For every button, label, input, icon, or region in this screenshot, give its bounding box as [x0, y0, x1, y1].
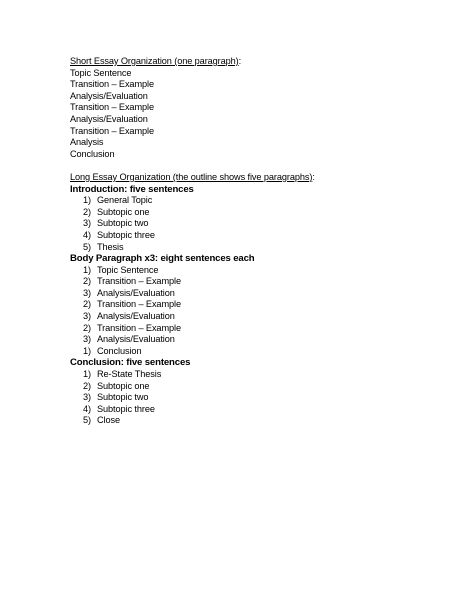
- list-number: 2): [83, 322, 91, 333]
- list-text: Topic Sentence: [97, 264, 159, 275]
- list-number: 1): [83, 195, 91, 206]
- list-item: [70, 265, 450, 277]
- short-essay-line: Analysis: [70, 137, 104, 148]
- list-number: 2): [83, 299, 91, 310]
- list-item: [70, 230, 450, 242]
- list-item: [70, 195, 450, 207]
- list-item: [70, 276, 450, 288]
- list-text: General Topic: [97, 195, 153, 206]
- list-number: 1): [83, 345, 91, 356]
- list-number: 2): [83, 206, 91, 217]
- body-list: [70, 265, 450, 358]
- long-essay-heading: [70, 172, 450, 184]
- list-number: 3): [83, 218, 91, 229]
- list-item: [70, 207, 450, 219]
- list-number: 5): [83, 241, 91, 252]
- list-item: [70, 392, 450, 404]
- short-essay-line: Topic Sentence: [70, 67, 132, 78]
- conclusion-list: [70, 369, 450, 427]
- list-number: 3): [83, 334, 91, 345]
- list-number: 1): [83, 369, 91, 380]
- list-text: Transition – Example: [97, 322, 181, 333]
- long-essay-heading-colon: :: [312, 171, 315, 182]
- introduction-list: [70, 195, 450, 253]
- list-text: Transition – Example: [97, 276, 181, 287]
- list-number: 2): [83, 276, 91, 287]
- list-item: [70, 218, 450, 230]
- list-number: 2): [83, 380, 91, 391]
- list-text: Subtopic three: [97, 403, 155, 414]
- list-text: Subtopic two: [97, 218, 149, 229]
- list-text: Analysis/Evaluation: [97, 287, 175, 298]
- list-text: Transition – Example: [97, 299, 181, 310]
- list-item: [70, 369, 450, 381]
- list-text: Close: [97, 415, 120, 426]
- short-essay-line: Conclusion: [70, 148, 115, 159]
- list-text: Analysis/Evaluation: [97, 334, 175, 345]
- list-text: Re-State Thesis: [97, 369, 162, 380]
- list-number: 3): [83, 287, 91, 298]
- short-essay-line: Analysis/Evaluation: [70, 90, 148, 101]
- list-number: 4): [83, 403, 91, 414]
- list-number: 1): [83, 264, 91, 275]
- list-item: [70, 299, 450, 311]
- list-number: 3): [83, 311, 91, 322]
- short-essay-line: Transition – Example: [70, 102, 154, 113]
- list-number: 3): [83, 392, 91, 403]
- short-essay-line: Transition – Example: [70, 79, 154, 90]
- list-item: [70, 404, 450, 416]
- list-text: Subtopic one: [97, 380, 150, 391]
- list-text: Thesis: [97, 241, 124, 252]
- list-text: Subtopic two: [97, 392, 149, 403]
- short-essay-heading: [70, 56, 450, 68]
- list-item: [70, 346, 450, 358]
- list-item: [70, 323, 450, 335]
- long-essay-heading-text: Long Essay Organization (the outline shows five paragraphs): [70, 171, 313, 182]
- section-title-conclusion: Conclusion: five sentences: [70, 357, 191, 369]
- list-item: [70, 311, 450, 323]
- paragraph-spacer: [70, 160, 450, 172]
- list-text: Subtopic three: [97, 229, 155, 240]
- list-text: Conclusion: [97, 345, 142, 356]
- short-essay-line: Transition – Example: [70, 125, 154, 136]
- list-number: 4): [83, 229, 91, 240]
- list-text: Subtopic one: [97, 206, 150, 217]
- list-item: [70, 381, 450, 393]
- short-essay-heading-colon: :: [238, 56, 242, 66]
- section-title-body: Body Paragraph x3: eight sentences each: [70, 253, 255, 265]
- list-item: [70, 334, 450, 346]
- short-essay-heading-text: Short Essay Organization (one paragraph): [70, 56, 239, 66]
- short-essay-line: Analysis/Evaluation: [70, 113, 148, 124]
- list-text: Analysis/Evaluation: [97, 311, 175, 322]
- list-item: [70, 288, 450, 300]
- document-page: [70, 56, 450, 427]
- section-title-introduction: Introduction: five sentences: [70, 183, 194, 195]
- list-number: 5): [83, 415, 91, 426]
- list-item: [70, 415, 450, 427]
- list-item: [70, 242, 450, 254]
